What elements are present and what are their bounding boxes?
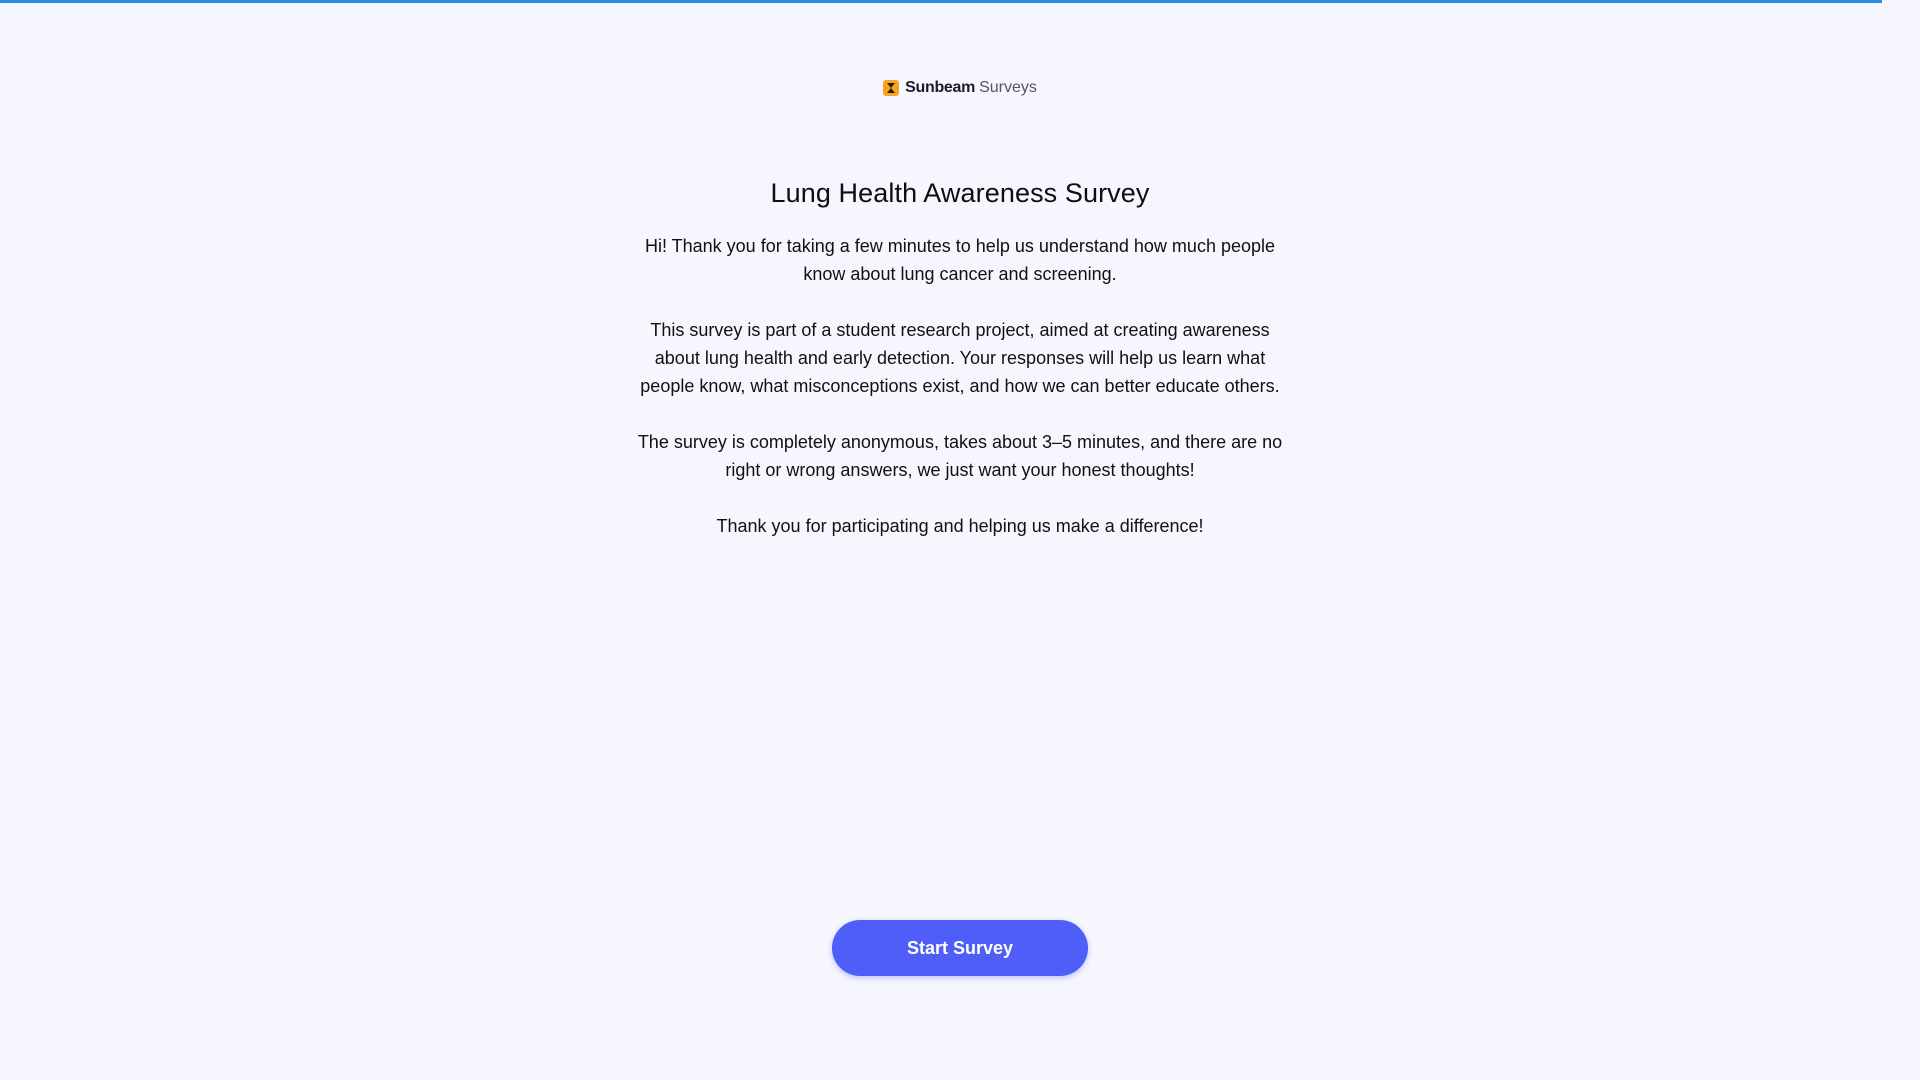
start-survey-button[interactable]: Start Survey bbox=[832, 920, 1088, 976]
intro-paragraph: This survey is part of a student research project, aimed at creating awareness about lung health and early detection. Your responses will help us learn what people know, what misconceptions exist, and how we can better educate others. bbox=[640, 320, 1280, 396]
intro-text bbox=[635, 232, 1285, 568]
intro-paragraph: Hi! Thank you for taking a few minutes to help us understand how much people know about lung cancer and screening. bbox=[644, 236, 1276, 284]
progress-bar bbox=[0, 0, 1920, 3]
brand-logo bbox=[0, 79, 1920, 97]
intro-paragraph: The survey is completely anonymous, takes about 3–5 minutes, and there are no right or wrong answers, we just want your honest thoughts! bbox=[637, 432, 1283, 480]
brand-name: Sunbeam bbox=[905, 79, 976, 96]
page-title: Lung Health Awareness Survey bbox=[770, 178, 1150, 208]
progress-bar-fill bbox=[0, 0, 1882, 3]
survey-intro bbox=[0, 172, 1920, 568]
brand-suffix: Surveys bbox=[979, 79, 1037, 96]
sunbeam-logo-icon bbox=[883, 80, 899, 96]
intro-paragraph: Thank you for participating and helping us make a difference! bbox=[716, 516, 1204, 536]
